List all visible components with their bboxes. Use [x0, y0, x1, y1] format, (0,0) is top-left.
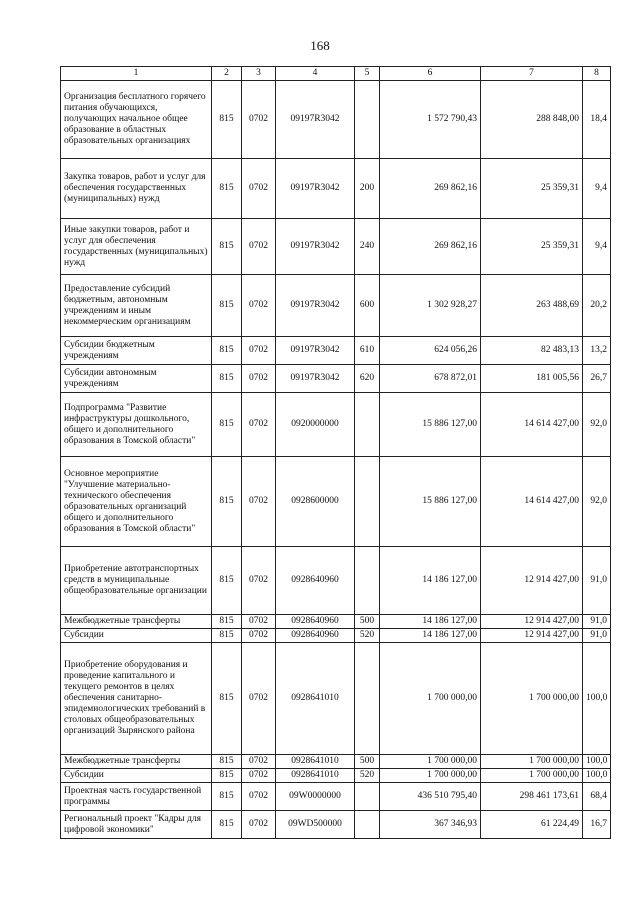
expense-kind-code	[355, 811, 380, 839]
section-code: 0702	[242, 393, 276, 457]
target-code: 09197R3042	[276, 337, 355, 365]
execution-percent: 9,4	[583, 219, 611, 275]
item-name: Закупка товаров, работ и услуг для обеспечения государственных (муниципальных) нужд	[61, 159, 212, 219]
item-name: Региональный проект "Кадры для цифровой экономики"	[61, 811, 212, 839]
expense-kind-code: 610	[355, 337, 380, 365]
planned-amount: 678 872,01	[380, 365, 481, 393]
table-row	[61, 81, 611, 159]
admin-code: 815	[212, 547, 242, 615]
col-header-2: 2	[212, 67, 242, 81]
target-code: 09197R3042	[276, 81, 355, 159]
actual-amount: 82 483,13	[481, 337, 583, 365]
planned-amount: 15 886 127,00	[380, 393, 481, 457]
admin-code: 815	[212, 629, 242, 643]
actual-amount: 25 359,31	[481, 219, 583, 275]
table-row	[61, 783, 611, 811]
section-code: 0702	[242, 769, 276, 783]
admin-code: 815	[212, 365, 242, 393]
item-name: Проектная часть государственной программы	[61, 783, 212, 811]
target-code: 0928640960	[276, 615, 355, 629]
actual-amount: 14 614 427,00	[481, 457, 583, 547]
execution-percent: 92,0	[583, 393, 611, 457]
table-row	[61, 275, 611, 337]
planned-amount: 1 572 790,43	[380, 81, 481, 159]
expense-kind-code	[355, 393, 380, 457]
execution-percent: 26,7	[583, 365, 611, 393]
target-code: 09197R3042	[276, 219, 355, 275]
actual-amount: 14 614 427,00	[481, 393, 583, 457]
item-name: Субсидии	[61, 769, 212, 783]
target-code: 0928641010	[276, 755, 355, 769]
admin-code: 815	[212, 457, 242, 547]
col-header-8: 8	[583, 67, 611, 81]
item-name: Межбюджетные трансферты	[61, 615, 212, 629]
admin-code: 815	[212, 393, 242, 457]
actual-amount: 263 488,69	[481, 275, 583, 337]
target-code: 09197R3042	[276, 365, 355, 393]
admin-code: 815	[212, 275, 242, 337]
section-code: 0702	[242, 643, 276, 755]
item-name: Подпрограмма "Развитие инфраструктуры дошкольного, общего и дополнительного образования в Томской области"	[61, 393, 212, 457]
expense-kind-code: 520	[355, 629, 380, 643]
item-name: Межбюджетные трансферты	[61, 755, 212, 769]
planned-amount: 1 700 000,00	[380, 755, 481, 769]
actual-amount: 1 700 000,00	[481, 755, 583, 769]
section-code: 0702	[242, 457, 276, 547]
actual-amount: 61 224,49	[481, 811, 583, 839]
item-name: Основное мероприятие "Улучшение материально-технического обеспечения образовательных организаций общего и дополнительного образования в Томской области"	[61, 457, 212, 547]
section-code: 0702	[242, 219, 276, 275]
col-header-7: 7	[481, 67, 583, 81]
target-code: 09197R3042	[276, 159, 355, 219]
execution-percent: 68,4	[583, 783, 611, 811]
section-code: 0702	[242, 629, 276, 643]
item-name: Предоставление субсидий бюджетным, автономным учреждениям и иным некоммерческим организациям	[61, 275, 212, 337]
expense-kind-code: 240	[355, 219, 380, 275]
admin-code: 815	[212, 643, 242, 755]
table-row	[61, 219, 611, 275]
section-code: 0702	[242, 337, 276, 365]
execution-percent: 91,0	[583, 547, 611, 615]
actual-amount: 298 461 173,61	[481, 783, 583, 811]
planned-amount: 1 302 928,27	[380, 275, 481, 337]
admin-code: 815	[212, 615, 242, 629]
expense-kind-code	[355, 783, 380, 811]
admin-code: 815	[212, 159, 242, 219]
table-row	[61, 811, 611, 839]
actual-amount: 25 359,31	[481, 159, 583, 219]
expense-kind-code: 500	[355, 615, 380, 629]
execution-percent: 18,4	[583, 81, 611, 159]
table-row	[61, 547, 611, 615]
target-code: 0928641010	[276, 643, 355, 755]
expense-kind-code	[355, 457, 380, 547]
expense-kind-code: 620	[355, 365, 380, 393]
planned-amount: 269 862,16	[380, 219, 481, 275]
table-row	[61, 643, 611, 755]
target-code: 09197R3042	[276, 275, 355, 337]
column-number-header	[61, 67, 611, 81]
execution-percent: 92,0	[583, 457, 611, 547]
target-code: 09W0000000	[276, 783, 355, 811]
actual-amount: 12 914 427,00	[481, 629, 583, 643]
col-header-1: 1	[61, 67, 212, 81]
item-name: Субсидии бюджетным учреждениям	[61, 337, 212, 365]
planned-amount: 14 186 127,00	[380, 547, 481, 615]
planned-amount: 436 510 795,40	[380, 783, 481, 811]
table-row	[61, 457, 611, 547]
actual-amount: 12 914 427,00	[481, 547, 583, 615]
execution-percent: 13,2	[583, 337, 611, 365]
actual-amount: 12 914 427,00	[481, 615, 583, 629]
execution-percent: 91,0	[583, 615, 611, 629]
table-row	[61, 159, 611, 219]
section-code: 0702	[242, 755, 276, 769]
admin-code: 815	[212, 811, 242, 839]
execution-percent: 9,4	[583, 159, 611, 219]
item-name: Субсидии автономным учреждениям	[61, 365, 212, 393]
planned-amount: 1 700 000,00	[380, 643, 481, 755]
target-code: 0928640960	[276, 547, 355, 615]
item-name: Иные закупки товаров, работ и услуг для обеспечения государственных (муниципальных) нужд	[61, 219, 212, 275]
admin-code: 815	[212, 81, 242, 159]
planned-amount: 15 886 127,00	[380, 457, 481, 547]
expense-kind-code: 520	[355, 769, 380, 783]
planned-amount: 14 186 127,00	[380, 615, 481, 629]
expense-kind-code	[355, 643, 380, 755]
admin-code: 815	[212, 783, 242, 811]
execution-percent: 100,0	[583, 755, 611, 769]
expense-kind-code: 600	[355, 275, 380, 337]
section-code: 0702	[242, 547, 276, 615]
expense-kind-code: 200	[355, 159, 380, 219]
planned-amount: 269 862,16	[380, 159, 481, 219]
col-header-3: 3	[242, 67, 276, 81]
section-code: 0702	[242, 275, 276, 337]
table-row	[61, 629, 611, 643]
table-row	[61, 615, 611, 629]
table-row	[61, 365, 611, 393]
table-row	[61, 755, 611, 769]
section-code: 0702	[242, 811, 276, 839]
admin-code: 815	[212, 755, 242, 769]
admin-code: 815	[212, 219, 242, 275]
budget-table	[60, 66, 611, 839]
execution-percent: 100,0	[583, 643, 611, 755]
execution-percent: 91,0	[583, 629, 611, 643]
planned-amount: 624 056,26	[380, 337, 481, 365]
planned-amount: 367 346,93	[380, 811, 481, 839]
target-code: 0928640960	[276, 629, 355, 643]
execution-percent: 20,2	[583, 275, 611, 337]
admin-code: 815	[212, 769, 242, 783]
expense-kind-code	[355, 547, 380, 615]
section-code: 0702	[242, 365, 276, 393]
execution-percent: 100,0	[583, 769, 611, 783]
target-code: 0920000000	[276, 393, 355, 457]
expense-kind-code	[355, 81, 380, 159]
expense-kind-code: 500	[355, 755, 380, 769]
col-header-6: 6	[380, 67, 481, 81]
col-header-5: 5	[355, 67, 380, 81]
actual-amount: 1 700 000,00	[481, 769, 583, 783]
col-header-4: 4	[276, 67, 355, 81]
actual-amount: 1 700 000,00	[481, 643, 583, 755]
actual-amount: 181 005,56	[481, 365, 583, 393]
target-code: 0928641010	[276, 769, 355, 783]
planned-amount: 1 700 000,00	[380, 769, 481, 783]
page-number: 168	[310, 38, 330, 53]
section-code: 0702	[242, 615, 276, 629]
item-name: Приобретение оборудования и проведение капитального и текущего ремонтов в целях обеспечения санитарно-эпидемиологических требований в столовых общеобразовательных организаций Зырянского района	[61, 643, 212, 755]
table-row	[61, 393, 611, 457]
table-row	[61, 337, 611, 365]
admin-code: 815	[212, 337, 242, 365]
item-name: Приобретение автотранспортных средств в муниципальные общеобразовательные организации	[61, 547, 212, 615]
target-code: 0928600000	[276, 457, 355, 547]
actual-amount: 288 848,00	[481, 81, 583, 159]
section-code: 0702	[242, 783, 276, 811]
target-code: 09WD500000	[276, 811, 355, 839]
section-code: 0702	[242, 81, 276, 159]
item-name: Организация бесплатного горячего питания обучающихся, получающих начальное общее образование в областных образовательных организациях	[61, 81, 212, 159]
section-code: 0702	[242, 159, 276, 219]
table-row	[61, 769, 611, 783]
planned-amount: 14 186 127,00	[380, 629, 481, 643]
item-name: Субсидии	[61, 629, 212, 643]
execution-percent: 16,7	[583, 811, 611, 839]
